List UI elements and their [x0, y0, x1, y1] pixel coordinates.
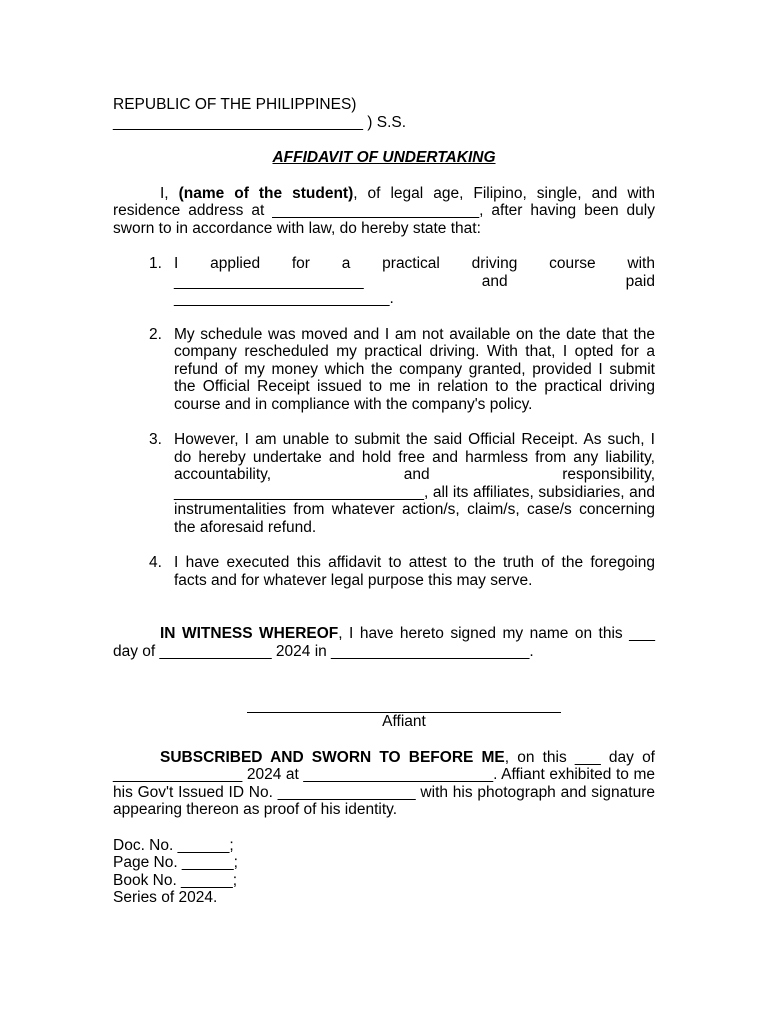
item-text-line-1: I applied for a practical driving course with ______________________ and paid — [174, 255, 655, 290]
jurat-paragraph — [113, 749, 655, 819]
venue-block — [113, 96, 655, 131]
venue-line-2: _____________________________ ) S.S. — [113, 113, 407, 131]
item-number: 1. — [149, 255, 162, 272]
witness-paragraph — [113, 625, 655, 660]
statement-item-1 — [113, 255, 655, 308]
jurat-rest: , on this ___ day of _______________ 2024 at ______________________. Affiant exhibited to me his Gov't Issued ID No. ________________ with his photograph and signature appearing thereon as proof of his identity. — [113, 748, 655, 818]
statement-item-3 — [113, 431, 655, 536]
witness-rest: , I have hereto signed my name on this ___ day of _____________ 2024 in _______________________. — [113, 625, 656, 660]
statement-item-2 — [113, 326, 655, 414]
jurat-bold: SUBSCRIBED AND SWORN TO BEFORE ME — [160, 748, 505, 766]
page-number: Page No. ______; — [113, 854, 238, 871]
document-title: AFFIDAVIT OF UNDERTAKING — [272, 149, 496, 166]
item-text: I have executed this affidavit to attest to the truth of the foregoing facts and for whatever legal purpose this may serve. — [174, 554, 655, 589]
item-text-line-2: _________________________. — [174, 290, 394, 307]
book-number: Book No. ______; — [113, 871, 238, 889]
witness-bold: IN WITNESS WHEREOF — [160, 625, 339, 642]
signature-line — [247, 696, 561, 713]
signature-label: Affiant — [382, 713, 426, 730]
intro-paragraph — [113, 185, 655, 238]
item-text: However, I am unable to submit the said Official Receipt. As such, I do hereby undertake and hold free and harmless from any liability, accountability, and responsibility, _____________________________, all its affiliates, subsidiaries, and instrumentalities from whatever action/s, claim/s, case/s concerning the aforesaid refund. — [174, 431, 655, 536]
statement-item-4 — [113, 554, 655, 589]
item-text: My schedule was moved and I am not available on the date that the company rescheduled my practical driving. With that, I opted for a refund of my money which the company granted, provided I submit the Official Receipt issued to me in relation to the practical driving course and in compliance with the company's policy. — [174, 325, 655, 413]
intro-prefix: I, — [160, 184, 179, 202]
item-number: 3. — [149, 431, 162, 448]
doc-number: Doc. No. ______; — [113, 836, 234, 854]
student-name-placeholder: (name of the student) — [178, 184, 354, 202]
venue-line-1: REPUBLIC OF THE PHILIPPINES) — [113, 96, 357, 113]
notarial-register — [113, 837, 655, 907]
item-number: 2. — [149, 325, 162, 343]
signature-block — [113, 696, 655, 731]
intro-rest: , of legal age, Filipino, single, and with residence address at ________________________, after having been duly sworn to in accordance with law, do hereby state that: — [113, 184, 655, 237]
statement-list — [113, 255, 655, 589]
series-year: Series of 2024. — [113, 889, 218, 906]
item-number: 4. — [149, 554, 162, 571]
